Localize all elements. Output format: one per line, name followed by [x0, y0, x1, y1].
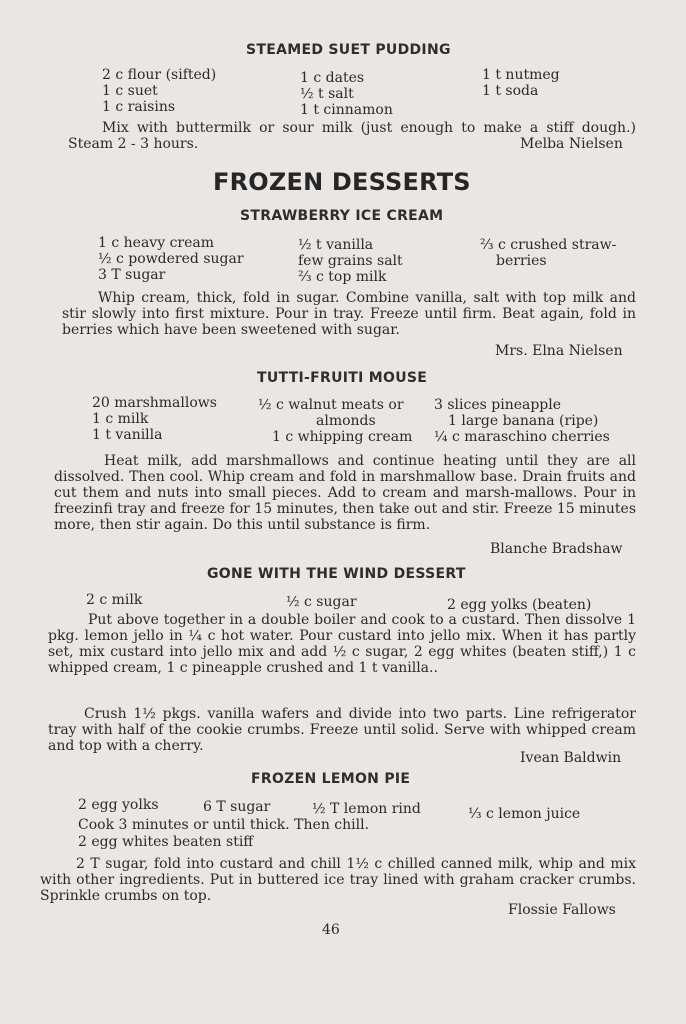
ingredient: ⅓ c lemon juice [468, 806, 581, 822]
ingredient-column [482, 67, 560, 99]
recipe-author: Flossie Fallows [508, 902, 616, 918]
ingredient: ⅔ c top milk [298, 269, 387, 285]
recipe-title: FROZEN LEMON PIE [251, 771, 411, 787]
ingredient: 2 c milk [86, 592, 143, 608]
section-title: FROZEN DESSERTS [213, 168, 471, 196]
ingredient: ½ t salt [300, 86, 354, 102]
ingredient: ½ c walnut meats or [258, 397, 404, 413]
ingredient: 1 c heavy cream [98, 235, 215, 251]
ingredient: 1 large banana (ripe) [448, 413, 599, 429]
recipe-directions: Heat milk, add marshmallows and continue heating until they are all dissolved. Then cool. Whip cream and fold in marshmallow base. Drain fruits and cut them and nuts into small pieces. Add to cream and marsh-mallows. Pour in freezinfi tray and freeze for 15 minutes, then take out and stir. Freeze 15 minutes more, then stir again. Do this until substance is firm. [54, 453, 636, 533]
ingredient: 6 T sugar [203, 799, 271, 815]
ingredient-column [300, 70, 393, 118]
ingredient: 2 egg yolks (beaten) [447, 597, 592, 613]
recipe-directions: Put above together in a double boiler and cook to a custard. Then dissolve 1 pkg. lemon jello in ¼ c hot water. Pour custard into jello mix. When it has partly set, mix custard into jello mix and add ½ c sugar, 2 egg whites (beaten stiff,) 1 c whipped cream, 1 c pineapple crushed and 1 t vanilla.. [48, 612, 636, 676]
ingredient: 1 t nutmeg [482, 67, 560, 83]
ingredient: 3 slices pineapple [434, 397, 562, 413]
ingredient: 1 t soda [482, 83, 539, 99]
page-number: 46 [322, 922, 340, 938]
ingredient: 1 t cinnamon [300, 102, 393, 118]
ingredient: berries [496, 253, 547, 269]
ingredient: 2 c flour (sifted) [102, 67, 217, 83]
recipe-directions: Mix with buttermilk or sour milk (just enough to make a stiff dough.) Steam 2 - 3 hours. [68, 120, 636, 152]
ingredient-column [92, 395, 217, 443]
ingredient: 20 marshmallows [92, 395, 217, 411]
recipe-step: 2 egg whites beaten stiff [78, 834, 254, 850]
recipe-step: Cook 3 minutes or until thick. Then chill. [78, 817, 370, 833]
ingredient: ½ T lemon rind [312, 801, 421, 817]
ingredient: ¼ c maraschino cherries [434, 429, 610, 445]
ingredient: 1 t vanilla [92, 427, 163, 443]
recipe-title: STEAMED SUET PUDDING [246, 42, 451, 58]
recipe-title: TUTTI-FRUITI MOUSE [257, 370, 428, 386]
ingredient: 1 c suet [102, 83, 158, 99]
recipe-directions: 2 T sugar, fold into custard and chill 1½ c chilled canned milk, whip and mix with other ingredients. Put in buttered ice tray lined with graham cracker crumbs. Sprinkle crumbs on top. [40, 856, 636, 904]
ingredient: 2 egg yolks [78, 797, 159, 813]
ingredient-column [298, 237, 403, 285]
ingredient: 3 T sugar [98, 267, 166, 283]
ingredient-column [102, 67, 216, 115]
ingredient-column [98, 235, 244, 283]
ingredient: 1 c whipping cream [272, 429, 413, 445]
ingredient: ½ c powdered sugar [98, 251, 244, 267]
recipe-author: Ivean Baldwin [520, 750, 622, 766]
ingredient: ½ t vanilla [298, 237, 374, 253]
recipe-directions: Whip cream, thick, fold in sugar. Combine vanilla, salt with top milk and stir slowly into first mixture. Pour in tray. Freeze until firm. Beat again, fold in berries which have been sweetened with sugar. [62, 290, 636, 338]
recipe-title: GONE WITH THE WIND DESSERT [207, 566, 466, 582]
ingredient-column [480, 237, 616, 269]
ingredient: ½ c sugar [286, 594, 357, 610]
ingredient: ⅔ c crushed straw- [480, 237, 617, 253]
recipe-author: Melba Nielsen [520, 136, 623, 152]
recipe-directions: Crush 1½ pkgs. vanilla wafers and divide into two parts. Line refrigerator tray with half of the cookie crumbs. Freeze until solid. Serve with whipped cream and top with a cherry. [48, 706, 636, 754]
ingredient: few grains salt [298, 253, 403, 269]
ingredient: 1 c raisins [102, 99, 176, 115]
recipe-author: Blanche Bradshaw [490, 541, 623, 557]
ingredient: 1 c milk [92, 411, 149, 427]
recipe-title: STRAWBERRY ICE CREAM [240, 208, 444, 224]
recipe-author: Mrs. Elna Nielsen [495, 343, 623, 359]
ingredient: 1 c dates [300, 70, 365, 86]
ingredient-column [258, 397, 412, 445]
ingredient: almonds [316, 413, 376, 429]
ingredient-column [434, 397, 610, 445]
